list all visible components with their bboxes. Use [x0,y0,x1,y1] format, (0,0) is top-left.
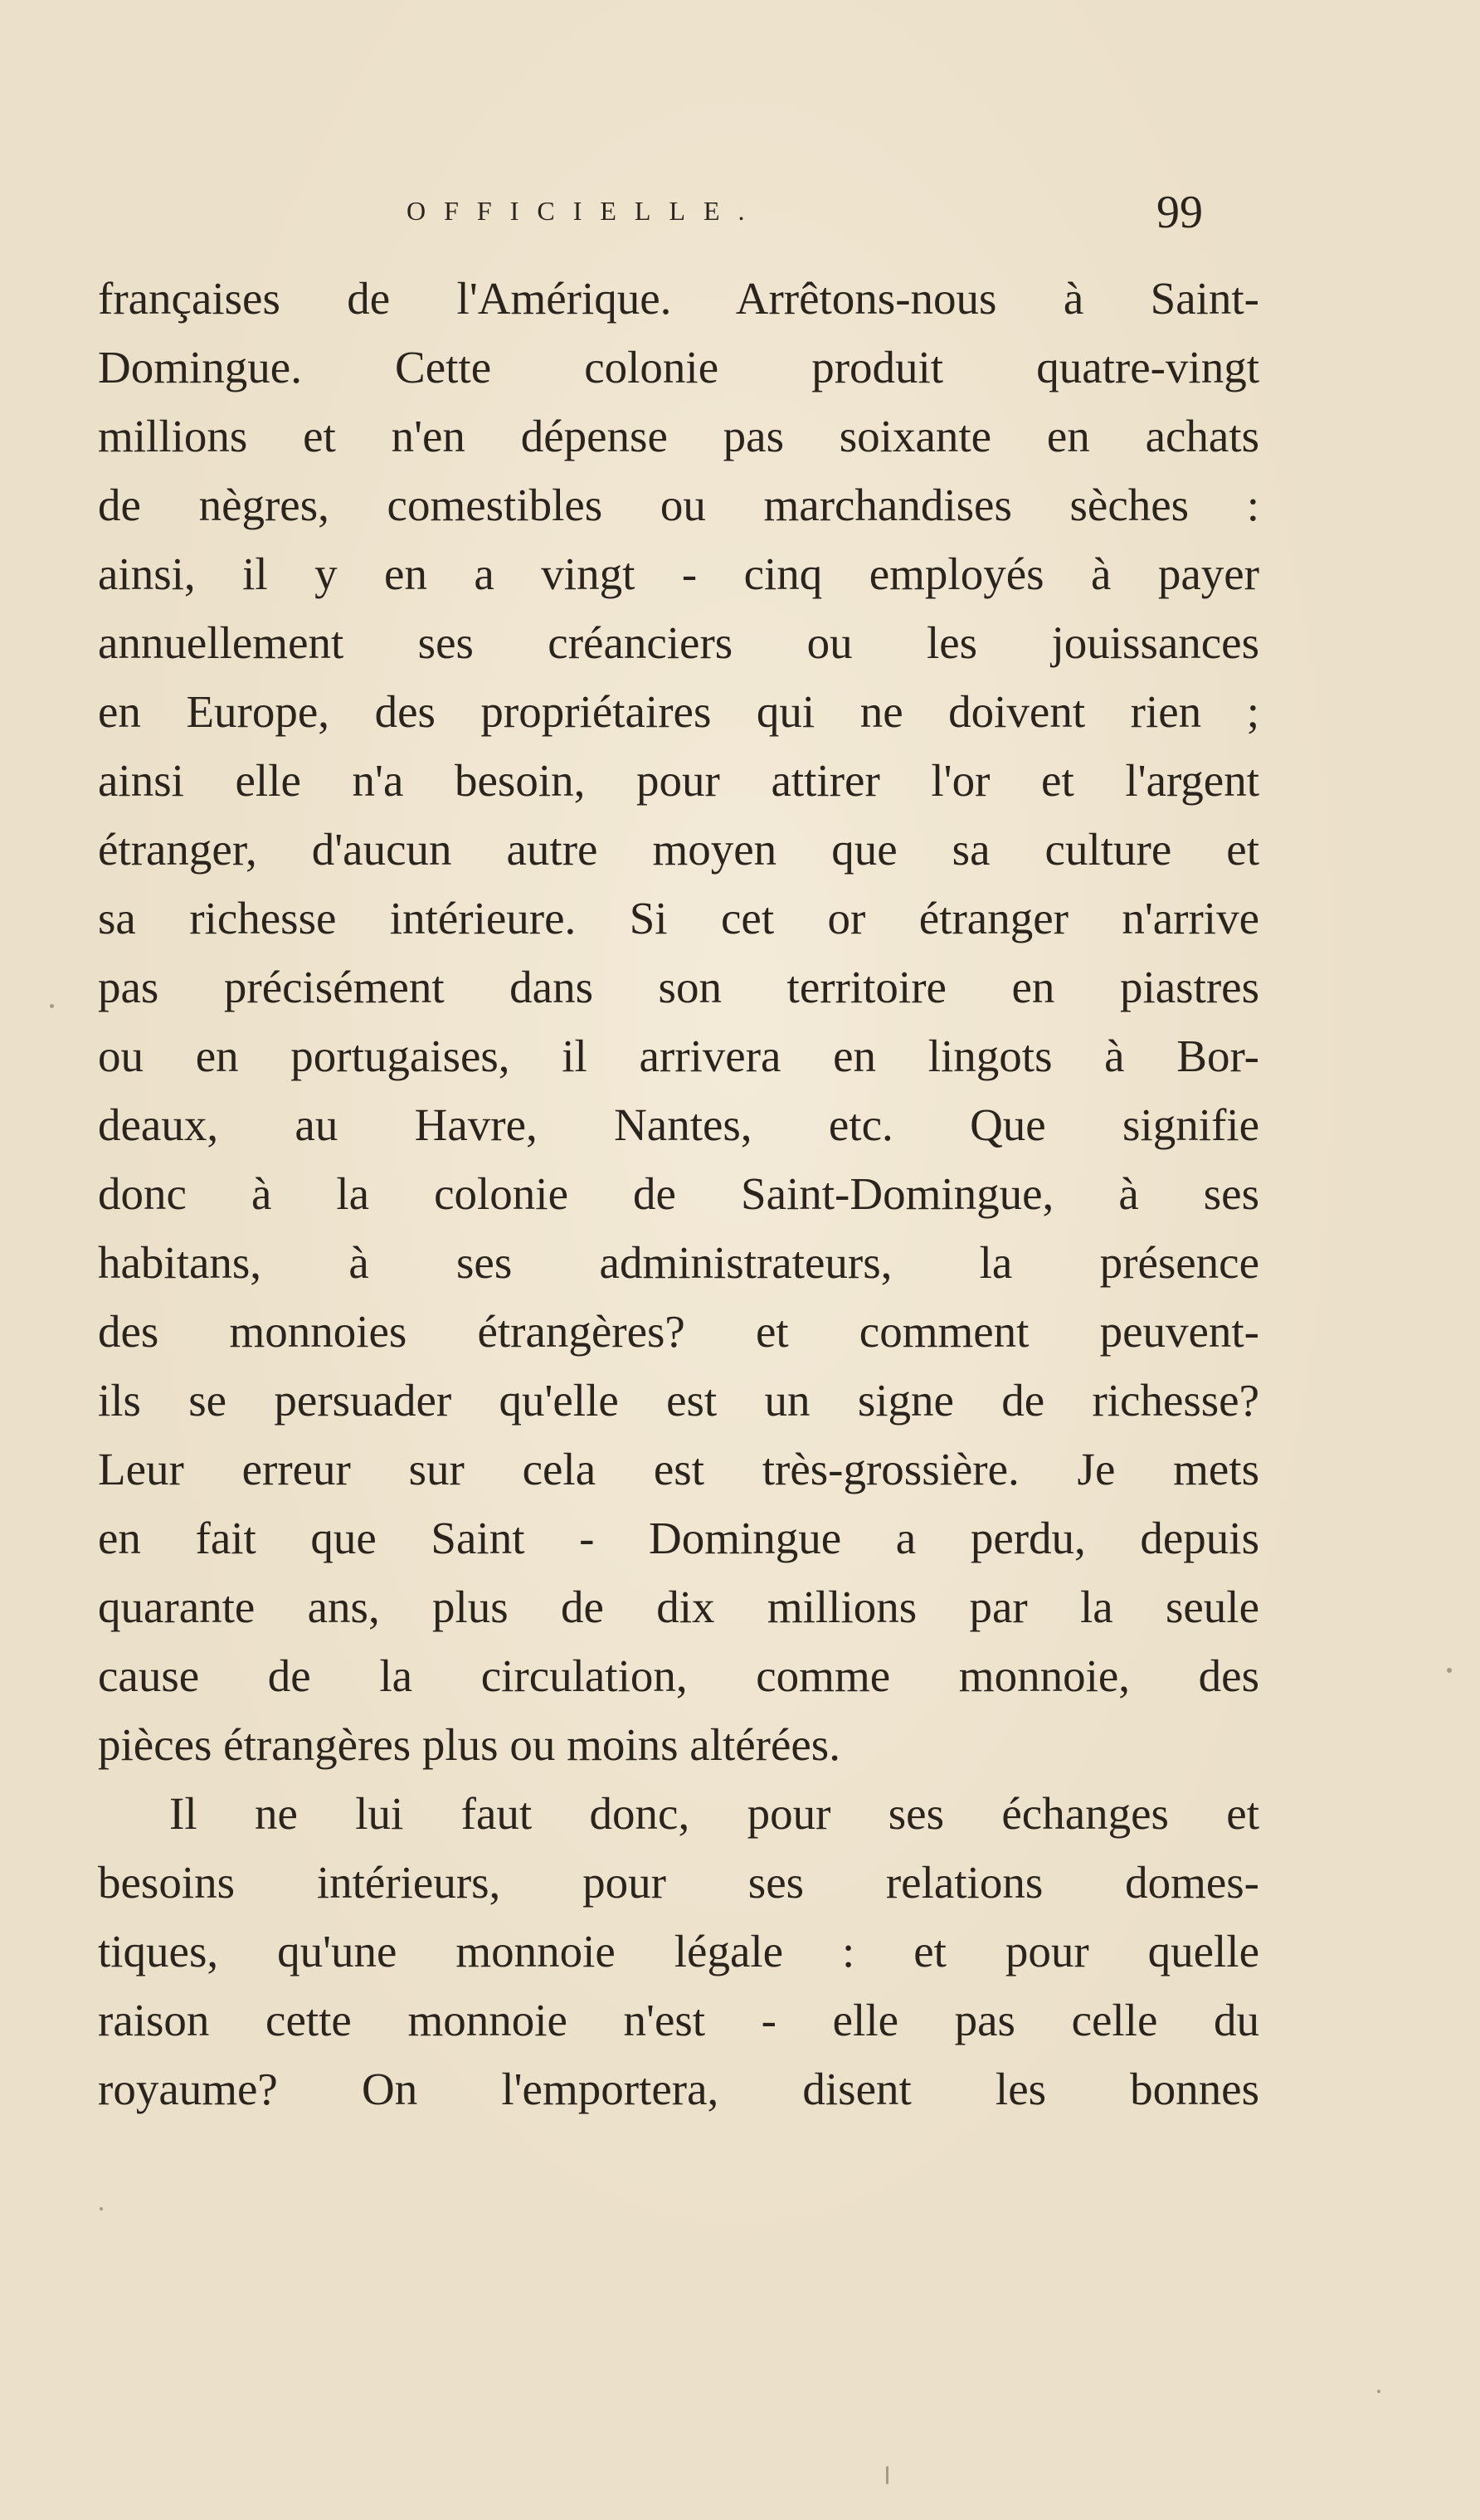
text-line: Domingue. Cette colonie produit quatre-vingt [98,342,1259,392]
text-line: de nègres, comestibles ou marchandises sèches : [98,480,1259,530]
paragraph-start-line: Il ne lui faut donc, pour ses échanges et [169,1788,1259,1839]
text-line: royaume? On l'emportera, disent les bonnes [98,2064,1259,2114]
running-head [407,189,1203,247]
text-line: donc à la colonie de Saint-Domingue, à ses [98,1168,1259,1219]
text-line: des monnoies étrangères? et comment peuvent- [98,1306,1259,1357]
text-line: étranger, d'aucun autre moyen que sa culture et [98,824,1259,875]
body-text [98,264,1259,2123]
text-line: cause de la circulation, comme monnoie, des [98,1650,1259,1701]
text-line: pas précisément dans son territoire en piastres [98,962,1259,1012]
text-line: en fait que Saint - Domingue a perdu, depuis [98,1513,1259,1563]
text-line: sa richesse intérieure. Si cet or étranger n'arrive [98,893,1259,943]
text-line: deaux, au Havre, Nantes, etc. Que signifie [98,1099,1259,1150]
text-line: quarante ans, plus de dix millions par la seule [98,1582,1259,1632]
paragraph-end-line: pièces étrangères plus ou moins altérées. [98,1719,840,1770]
text-line: habitans, à ses administrateurs, la présence [98,1237,1259,1288]
paper-speck [1447,1668,1452,1673]
paper-speck [50,1004,54,1008]
page-number: 99 [1156,187,1203,238]
text-line: en Europe, des propriétaires qui ne doivent rien ; [98,686,1259,737]
text-line: raison cette monnoie n'est - elle pas celle du [98,1995,1259,2045]
text-line: tiques, qu'une monnoie légale : et pour quelle [98,1926,1259,1977]
text-line: ainsi elle n'a besoin, pour attirer l'or et l'argent [98,755,1259,806]
paper-speck [886,2466,888,2484]
paper-speck [100,2207,103,2210]
running-title: OFFICIELLE. [407,196,763,226]
text-line: ou en portugaises, il arrivera en lingots à Bor- [98,1031,1259,1081]
text-line: annuellement ses créanciers ou les jouissances [98,617,1259,668]
paper-speck [1377,2390,1380,2393]
text-line: françaises de l'Amérique. Arrêtons-nous à Saint- [98,273,1259,324]
text-line: millions et n'en dépense pas soixante en achats [98,411,1259,461]
text-line: ils se persuader qu'elle est un signe de richesse? [98,1375,1259,1426]
text-line: besoins intérieurs, pour ses relations domes- [98,1857,1259,1908]
text-line: ainsi, il y en a vingt - cinq employés à payer [98,548,1259,599]
text-line: Leur erreur sur cela est très-grossière. Je mets [98,1444,1259,1494]
